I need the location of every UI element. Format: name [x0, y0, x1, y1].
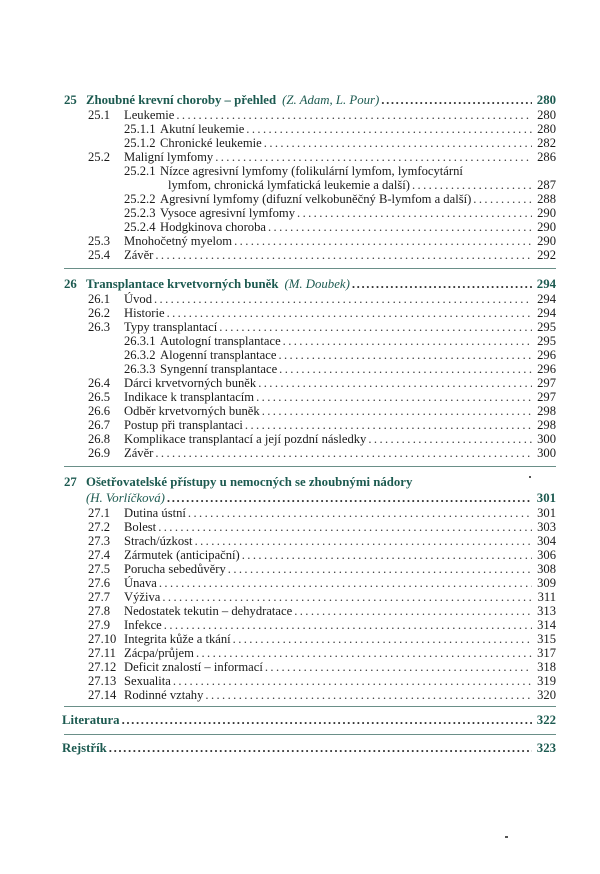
page-number: 303 [537, 520, 556, 534]
toc-entry[interactable] [64, 632, 556, 646]
entry-number: 25.2 [88, 150, 111, 164]
page-number: 295 [537, 334, 556, 348]
entry-number: 26.7 [88, 418, 111, 432]
entry-label: Vysoce agresivní lymfomy [160, 206, 296, 220]
dot-leader [122, 712, 532, 728]
page-number: 318 [537, 660, 556, 674]
entry-number: 27.2 [88, 520, 111, 534]
dot-leader [167, 490, 532, 506]
toc-entry[interactable] [64, 674, 556, 688]
page-number: 298 [537, 404, 556, 418]
entry-label: Únava [124, 576, 157, 590]
toc-entry[interactable] [64, 348, 556, 362]
page-number: 294 [537, 306, 556, 320]
dot-leader [219, 320, 532, 334]
chapter-authors: (M. Doubek) [284, 277, 350, 291]
entry-label: Leukemie [124, 108, 175, 122]
entry-label: Výživa [124, 590, 161, 604]
dot-leader [258, 376, 532, 390]
section-divider [64, 706, 556, 707]
entry-number: 26.3.1 [124, 334, 156, 348]
back-matter-rejstrik [62, 740, 556, 756]
entry-label: Maligní lymfomy [124, 150, 214, 164]
entry-label-continuation: lymfom, chronická lymfatická leukemie a další) [168, 178, 410, 192]
entry-label: Typy transplantací [124, 320, 218, 334]
dot-leader [228, 562, 532, 576]
entry-label: Akutní leukemie [160, 122, 245, 136]
entry-number: 26.3 [88, 320, 111, 334]
entry-label: Hodgkinova choroba [160, 220, 266, 234]
toc-entry[interactable] [64, 660, 556, 674]
entry-number: 26.5 [88, 390, 111, 404]
entry-number: 27.14 [88, 688, 117, 702]
chapter-number: 27 [64, 475, 77, 489]
entry-number: 27.10 [88, 632, 117, 646]
chapter-heading-continuation[interactable] [64, 490, 556, 506]
page-number: 300 [537, 446, 556, 460]
toc-entry[interactable] [64, 164, 556, 178]
entry-number: 25.1 [88, 108, 111, 122]
toc-entry[interactable] [64, 306, 556, 320]
page-number: 301 [537, 506, 556, 520]
toc-entry[interactable] [64, 292, 556, 306]
entry-label: Agresivní lymfomy (difuzní velkobuněčný B-lymfom a další) [160, 192, 472, 206]
entry-label: Syngenní transplantace [160, 362, 278, 376]
entry-number: 26.3.2 [124, 348, 156, 362]
chapter-number: 26 [64, 277, 77, 291]
entry-label: Závěr [124, 248, 154, 262]
entry-number: 26.9 [88, 446, 111, 460]
entry-label: Nedostatek tekutin – dehydratace [124, 604, 293, 618]
entry-number: 25.4 [88, 248, 111, 262]
page-number: 294 [536, 277, 556, 291]
chapter-title: Zhoubné krevní choroby – přehled (Z. Adam, L. Pour) [86, 93, 380, 107]
dot-leader [215, 150, 532, 164]
entry-number: 26.3.3 [124, 362, 156, 376]
page-number: 286 [537, 150, 556, 164]
toc-entry[interactable] [64, 362, 556, 376]
page-number: 296 [537, 348, 556, 362]
dot-leader [205, 688, 532, 702]
toc-entry[interactable] [64, 604, 556, 618]
back-matter-label: Literatura [62, 713, 120, 727]
page-number: 309 [537, 576, 556, 590]
dot-leader [176, 108, 532, 122]
entry-number: 26.6 [88, 404, 111, 418]
dot-leader [246, 122, 532, 136]
dot-leader [167, 306, 532, 320]
entry-number: 26.2 [88, 306, 111, 320]
page-number: 322 [536, 713, 556, 727]
toc-entry[interactable] [64, 234, 556, 248]
entry-label: Komplikace transplantací a její pozdní následky [124, 432, 367, 446]
page-number: 308 [537, 562, 556, 576]
chapter-26 [64, 276, 556, 460]
page-number: 306 [537, 548, 556, 562]
toc-entry[interactable] [64, 320, 556, 334]
entry-label: Integrita kůže a tkání [124, 632, 231, 646]
toc-entry[interactable] [64, 590, 556, 604]
entry-label: Zármutek (anticipační) [124, 548, 240, 562]
toc-entry[interactable] [64, 506, 556, 520]
entry-label: Chronické leukemie [160, 136, 262, 150]
dot-leader [154, 292, 532, 306]
entry-label: Závěr [124, 446, 154, 460]
page-number: 319 [537, 674, 556, 688]
toc-entry[interactable] [64, 418, 556, 432]
page-number: 301 [536, 491, 556, 505]
dot-leader [262, 404, 532, 418]
toc-entry[interactable] [64, 404, 556, 418]
dot-leader [268, 220, 532, 234]
chapter-authors: (H. Vorlíčková) [86, 491, 165, 505]
dot-leader [264, 136, 532, 150]
entry-label: Alogenní transplantace [160, 348, 277, 362]
entry-number: 27.7 [88, 590, 111, 604]
dot-leader [381, 92, 532, 108]
entry-label: Indikace k transplantacím [124, 390, 255, 404]
entry-number: 25.2.4 [124, 220, 156, 234]
entry-number: 26.1 [88, 292, 111, 306]
dot-leader [234, 234, 532, 248]
entry-number: 26.8 [88, 432, 111, 446]
dot-leader [294, 604, 532, 618]
toc-entry[interactable] [64, 390, 556, 404]
entry-label: Infekce [124, 618, 162, 632]
page-number: 290 [537, 206, 556, 220]
dot-leader [412, 178, 532, 192]
entry-number: 27.3 [88, 534, 111, 548]
entry-label: Strach/úzkost [124, 534, 193, 548]
back-matter-entry[interactable] [62, 740, 556, 756]
entry-number: 27.5 [88, 562, 111, 576]
chapter-number: 25 [64, 93, 77, 107]
toc-entry[interactable] [64, 548, 556, 562]
dot-leader [297, 206, 532, 220]
toc-entry[interactable] [64, 192, 556, 206]
toc-entry-continuation[interactable] [64, 178, 556, 192]
page-number: 290 [537, 234, 556, 248]
entry-label: Sexualita [124, 674, 171, 688]
page-number: 314 [537, 618, 556, 632]
entry-number: 25.2.2 [124, 192, 156, 206]
entry-number: 27.13 [88, 674, 117, 688]
dot-leader [188, 506, 532, 520]
toc-entry[interactable] [64, 334, 556, 348]
page-number: 280 [537, 108, 556, 122]
chapter-27 [64, 474, 556, 702]
entry-label: Porucha sebedůvěry [124, 562, 226, 576]
page-number: 297 [537, 390, 556, 404]
page-number: 315 [537, 632, 556, 646]
dot-leader [155, 446, 532, 460]
back-matter-literatura [62, 712, 556, 728]
entry-label: Deficit znalostí – informací [124, 660, 263, 674]
dot-leader [256, 390, 532, 404]
entry-label: Historie [124, 306, 165, 320]
toc-entry[interactable] [64, 576, 556, 590]
dot-leader [473, 192, 532, 206]
toc-entry[interactable] [64, 446, 556, 460]
entry-number: 26.4 [88, 376, 111, 390]
page-number: 294 [537, 292, 556, 306]
dot-leader [155, 248, 532, 262]
toc-entry[interactable] [64, 432, 556, 446]
page-number: 297 [537, 376, 556, 390]
dot-leader [173, 674, 532, 688]
entry-number: 25.2.1 [124, 164, 156, 178]
entry-number: 27.8 [88, 604, 111, 618]
dot-leader [158, 520, 532, 534]
page-number: 288 [537, 192, 556, 206]
page-number: 280 [537, 122, 556, 136]
toc-entry[interactable] [64, 248, 556, 262]
entry-label: Zácpa/průjem [124, 646, 194, 660]
toc-entry[interactable] [64, 108, 556, 122]
entry-number: 25.1.2 [124, 136, 156, 150]
chapter-title: Transplantace krvetvorných buněk (M. Doubek) [86, 277, 350, 291]
entry-label: Dutina ústní [124, 506, 186, 520]
entry-number: 27.1 [88, 506, 111, 520]
page-number: 311 [537, 590, 556, 604]
chapter-authors: (Z. Adam, L. Pour) [282, 93, 380, 107]
dot-leader [352, 276, 532, 292]
page-number: 313 [537, 604, 556, 618]
toc-entry[interactable] [64, 562, 556, 576]
toc-entry[interactable] [64, 534, 556, 548]
toc-entry[interactable] [64, 520, 556, 534]
entry-number: 27.4 [88, 548, 111, 562]
toc-entry[interactable] [64, 136, 556, 150]
page-number: 304 [537, 534, 556, 548]
dot-leader [109, 740, 532, 756]
back-matter-entry[interactable] [62, 712, 556, 728]
dot-leader [159, 576, 532, 590]
toc-entry[interactable] [64, 376, 556, 390]
dot-leader [368, 432, 532, 446]
dot-leader [233, 632, 532, 646]
section-divider [64, 466, 556, 467]
toc-entry[interactable] [64, 646, 556, 660]
chapter-25 [64, 92, 556, 262]
chapter-heading[interactable] [64, 276, 556, 292]
page-number: 323 [536, 741, 556, 755]
dot-leader [283, 334, 532, 348]
entry-label: Odběr krvetvorných buněk [124, 404, 260, 418]
toc-entry[interactable] [64, 220, 556, 234]
dot-leader [196, 646, 532, 660]
entry-label: Nízce agresivní lymfomy (folikulární lymfom, lymfocytární [160, 164, 463, 178]
chapter-heading[interactable] [64, 474, 556, 490]
section-divider [64, 734, 556, 735]
entry-label: Bolest [124, 520, 157, 534]
toc-entry[interactable] [64, 618, 556, 632]
page-number: 320 [537, 688, 556, 702]
dot-leader [265, 660, 532, 674]
page-number: 280 [536, 93, 556, 107]
entry-number: 27.11 [88, 646, 116, 660]
page-number: 282 [537, 136, 556, 150]
entry-label: Postup při transplantaci [124, 418, 243, 432]
scan-speck [505, 836, 508, 838]
entry-number: 25.1.1 [124, 122, 156, 136]
page-number: 292 [537, 248, 556, 262]
page-number: 300 [537, 432, 556, 446]
toc-entry[interactable] [64, 688, 556, 702]
chapter-heading[interactable] [64, 92, 556, 108]
toc-entry[interactable] [64, 206, 556, 220]
entry-number: 27.6 [88, 576, 111, 590]
toc-entry[interactable] [64, 150, 556, 164]
dot-leader [195, 534, 532, 548]
entry-label: Mnohočetný myelom [124, 234, 233, 248]
dot-leader [162, 590, 532, 604]
page-number: 295 [537, 320, 556, 334]
dot-leader [164, 618, 532, 632]
page-number: 296 [537, 362, 556, 376]
toc-entry[interactable] [64, 122, 556, 136]
dot-leader [278, 348, 532, 362]
chapter-title: Ošetřovatelské přístupy u nemocných se zhoubnými nádory [86, 475, 413, 489]
page-number: 317 [537, 646, 556, 660]
entry-label: Rodinné vztahy [124, 688, 204, 702]
entry-number: 25.2.3 [124, 206, 156, 220]
section-divider [64, 268, 556, 269]
entry-label: Autologní transplantace [160, 334, 281, 348]
dot-leader [279, 362, 532, 376]
entry-number: 27.12 [88, 660, 117, 674]
entry-label: Úvod [124, 292, 152, 306]
scan-speck [529, 476, 531, 478]
entry-number: 27.9 [88, 618, 111, 632]
page-number: 298 [537, 418, 556, 432]
entry-number: 25.3 [88, 234, 111, 248]
dot-leader [242, 548, 532, 562]
entry-label: Dárci krvetvorných buněk [124, 376, 257, 390]
page-number: 287 [537, 178, 556, 192]
back-matter-label: Rejstřík [62, 741, 107, 755]
dot-leader [245, 418, 532, 432]
page-number: 290 [537, 220, 556, 234]
